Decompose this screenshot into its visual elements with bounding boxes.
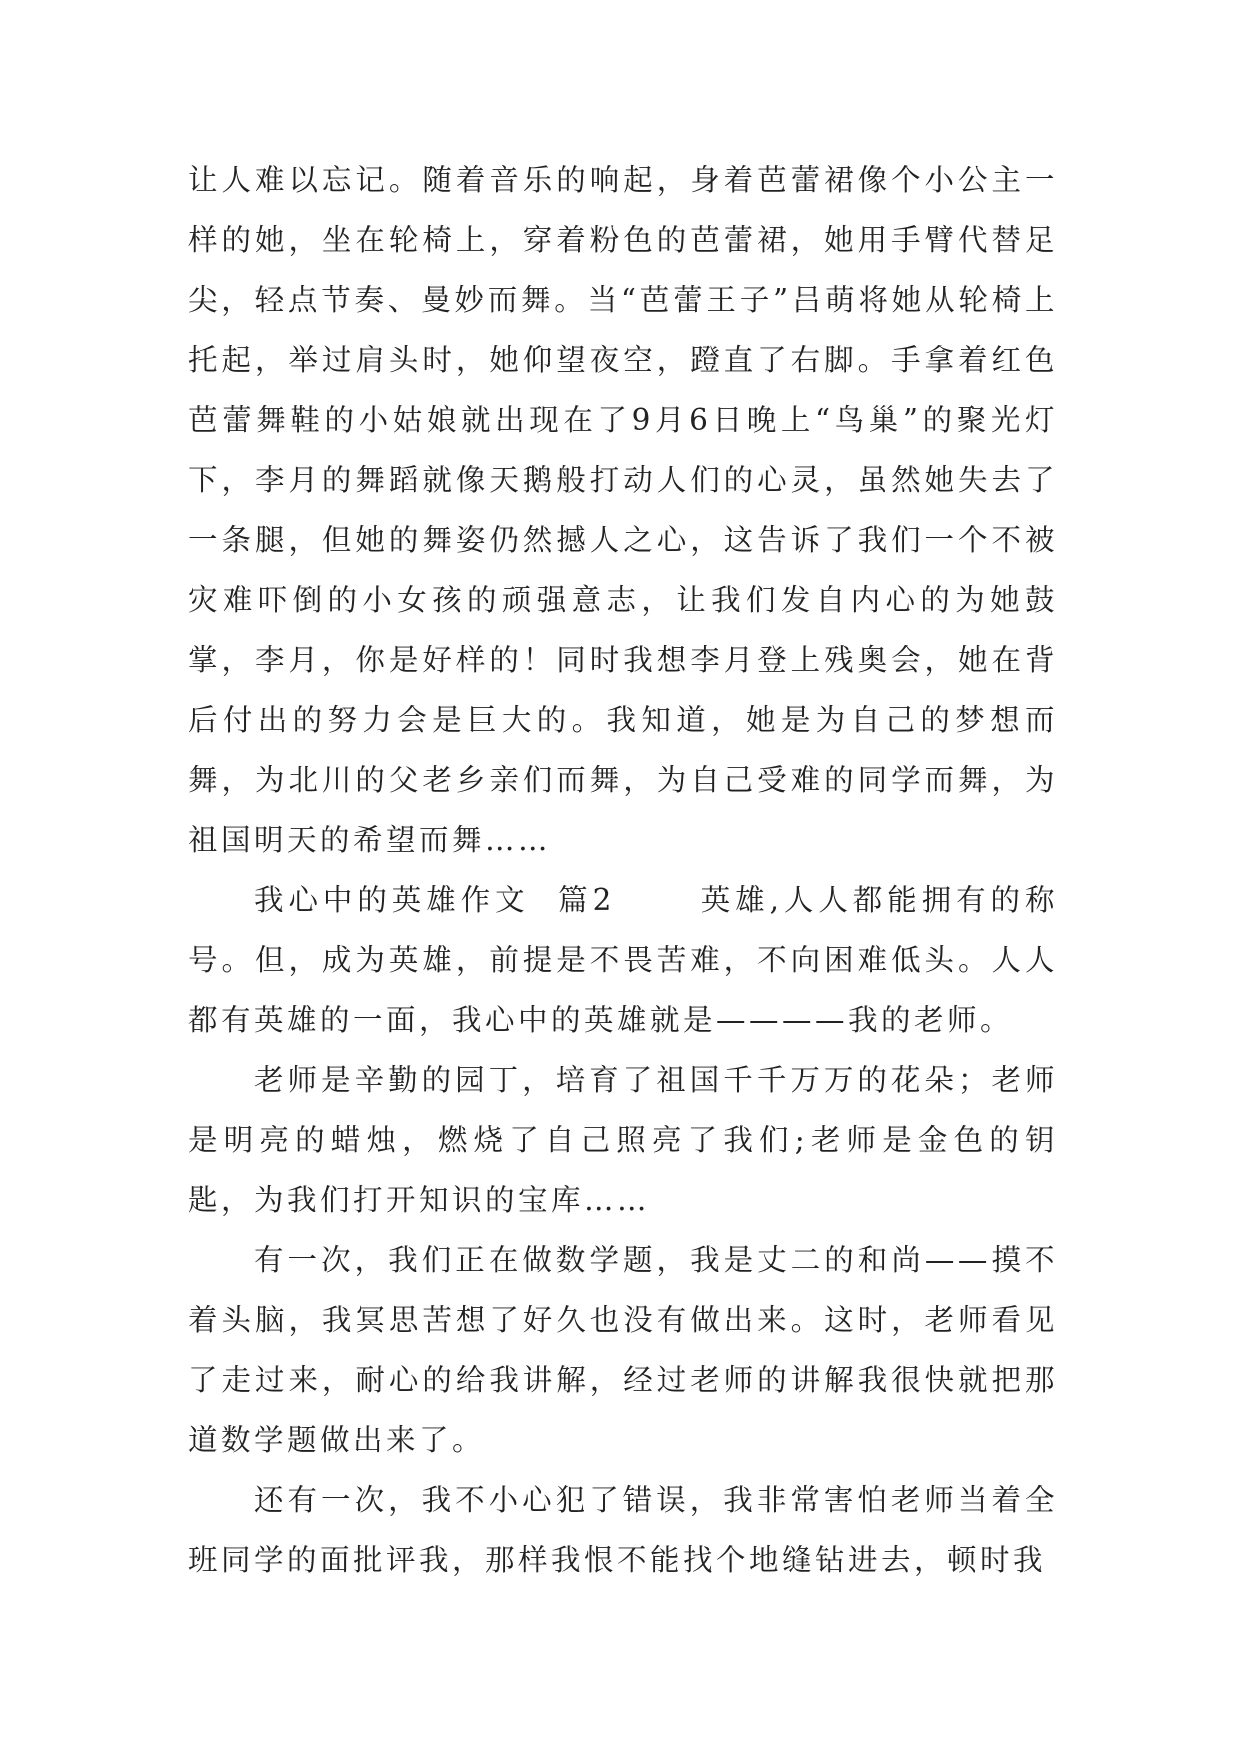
paragraph-text: 英雄,人人都能拥有的称号。但，成为英雄，前提是不畏苦难，不向困难低头。人人都有英雄的一面，我心中的英雄就是————我的老师。 bbox=[188, 883, 1058, 1037]
heading-spacer bbox=[615, 883, 701, 917]
paragraph-4 bbox=[188, 1230, 1058, 1470]
document-page bbox=[188, 150, 1058, 1590]
paragraph-3 bbox=[188, 1050, 1058, 1230]
section-heading: 我心中的英雄作文 篇2 bbox=[254, 883, 615, 917]
paragraph-text: 有一次，我们正在做数学题，我是丈二的和尚——摸不着头脑，我冥思苦想了好久也没有做出来。这时，老师看见了走过来，耐心的给我讲解，经过老师的讲解我很快就把那道数学题做出来了。 bbox=[188, 1243, 1058, 1457]
paragraph-text: 还有一次，我不小心犯了错误，我非常害怕老师当着全班同学的面批评我，那样我恨不能找个地缝钻进去，顿时我 bbox=[188, 1483, 1058, 1577]
paragraph-2 bbox=[188, 870, 1058, 1050]
paragraph-1 bbox=[188, 150, 1058, 870]
paragraph-text: 老师是辛勤的园丁，培育了祖国千千万万的花朵；老师是明亮的蜡烛，燃烧了自己照亮了我们;老师是金色的钥匙，为我们打开知识的宝库…… bbox=[188, 1063, 1058, 1217]
paragraph-text: 让人难以忘记。随着音乐的响起，身着芭蕾裙像个小公主一样的她，坐在轮椅上，穿着粉色的芭蕾裙，她用手臂代替足尖，轻点节奏、曼妙而舞。当“芭蕾王子”吕萌将她从轮椅上托起，举过肩头时，她仰望夜空，蹬直了右脚。手拿着红色芭蕾舞鞋的小姑娘就出现在了9月6日晚上“鸟巢”的聚光灯下，李月的舞蹈就像天鹅般打动人们的心灵，虽然她失去了一条腿，但她的舞姿仍然撼人之心，这告诉了我们一个不被灾难吓倒的小女孩的顽强意志，让我们发自内心的为她鼓掌，李月，你是好样的！同时我想李月登上残奥会，她在背后付出的努力会是巨大的。我知道，她是为自己的梦想而舞，为北川的父老乡亲们而舞，为自己受难的同学而舞，为祖国明天的希望而舞…… bbox=[188, 163, 1058, 857]
paragraph-5 bbox=[188, 1470, 1058, 1590]
